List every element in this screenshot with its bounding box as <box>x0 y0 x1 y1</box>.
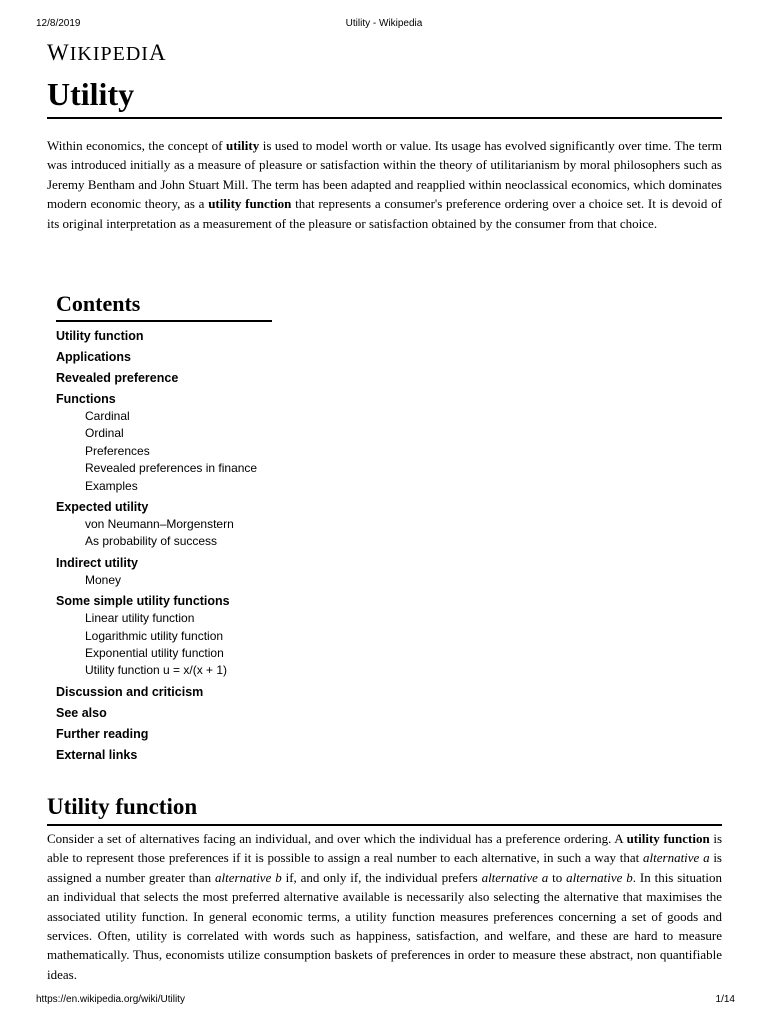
print-page-title: Utility - Wikipedia <box>345 18 423 29</box>
toc-link-functions[interactable]: Functions <box>56 392 116 406</box>
page-title: Utility <box>47 74 722 119</box>
toc-sublink-linear-utility-function[interactable]: Linear utility function <box>85 611 195 626</box>
toc-entry <box>56 391 272 495</box>
toc-sublink-examples[interactable]: Examples <box>85 478 138 493</box>
wikipedia-wordmark[interactable]: WIKIPEDIA <box>47 40 167 65</box>
toc-entry <box>56 555 272 589</box>
toc-sublink-logarithmic-utility-function[interactable]: Logarithmic utility function <box>85 628 224 643</box>
toc-link-discussion-and-criticism[interactable]: Discussion and criticism <box>56 684 204 699</box>
bold-term-utility-function: utility function <box>208 196 292 212</box>
toc-entry <box>56 349 272 366</box>
section-heading-utility-function: Utility function <box>47 793 722 826</box>
toc-title: Contents <box>56 290 272 322</box>
toc-link-applications[interactable]: Applications <box>56 350 132 364</box>
toc-sublink-cardinal[interactable]: Cardinal <box>85 409 130 423</box>
print-page-number: 1/14 <box>715 994 735 1005</box>
toc-entry <box>56 684 272 701</box>
toc-link-see-also[interactable]: See also <box>56 705 107 720</box>
toc-sublink-as-probability-of-success[interactable]: As probability of success <box>85 534 218 549</box>
toc-sublink-utility-function-u-x-x-1[interactable]: Utility function u = x/(x + 1) <box>85 663 228 678</box>
table-of-contents <box>56 290 272 768</box>
toc-entry <box>56 370 272 387</box>
toc-link-further-reading[interactable]: Further reading <box>56 726 149 741</box>
toc-link-revealed-preference[interactable]: Revealed preference <box>56 371 179 385</box>
toc-link-utility-function[interactable]: Utility function <box>56 329 144 343</box>
toc-entry <box>56 705 272 722</box>
toc-sublist <box>56 572 272 589</box>
toc-sublink-preferences[interactable]: Preferences <box>85 443 150 458</box>
print-date: 12/8/2019 <box>36 18 81 29</box>
toc-entry <box>56 499 272 551</box>
toc-sublist <box>56 516 272 551</box>
print-url: https://en.wikipedia.org/wiki/Utility <box>36 994 185 1005</box>
toc-entry <box>56 593 272 680</box>
toc-sublink-von-neumann-morgenstern[interactable]: von Neumann–Morgenstern <box>85 517 234 532</box>
toc-list <box>56 328 272 764</box>
toc-entry <box>56 726 272 743</box>
toc-link-some-simple-utility-functions[interactable]: Some simple utility functions <box>56 594 230 609</box>
toc-entry <box>56 328 272 345</box>
toc-sublist <box>56 408 272 495</box>
toc-link-external-links[interactable]: External links <box>56 747 138 762</box>
toc-link-indirect-utility[interactable]: Indirect utility <box>56 555 138 570</box>
toc-link-expected-utility[interactable]: Expected utility <box>56 500 149 515</box>
utility-function-paragraph: Consider a set of alternatives facing an individual, and over which the individual has a preference ordering. A utility function is able to represent those preferences if it is possible to assign a real number to each alternative, in such a way that alternative a is assigned a number greater than alternative b if, and only if, the individual prefers alternative a to alternative b. In this situation an individual that selects the most preferred alternative available is necessarily also selecting the alternative that maximises the associated utility function. In general economic terms, a utility function measures preferences concerning a set of goods and services. Often, utility is correlated with words such as happiness, satisfaction, and welfare, and these are hard to measure mathematically. Thus, economists utilize consumption baskets of preferences in order to measure these abstract, non quantifiable ideas. <box>47 831 723 982</box>
toc-sublink-ordinal[interactable]: Ordinal <box>85 426 124 441</box>
toc-sublink-revealed-preferences-in-finance[interactable]: Revealed preferences in finance <box>85 461 258 476</box>
toc-sublist <box>56 610 272 680</box>
toc-entry <box>56 747 272 764</box>
bold-term-utility: utility <box>226 138 260 153</box>
toc-sublink-exponential-utility-function[interactable]: Exponential utility function <box>85 646 224 661</box>
lead-paragraph: Within economics, the concept of utility is used to model worth or value. Its usage has evolved significantly over time. The term was introduced initially as a measure of pleasure or satisfaction within the theory of utilitarianism by moral philosophers such as Jeremy Bentham and John Stuart Mill. The term has been adapted and reapplied within neoclassical economics, which dominates modern economic theory, as a utility function that represents a consumer's preference ordering over a choice set. It is devoid of its original interpretation as a measurement of the pleasure or satisfaction obtained by the consumer from that choice. <box>47 138 722 231</box>
toc-sublink-money[interactable]: Money <box>85 572 122 587</box>
